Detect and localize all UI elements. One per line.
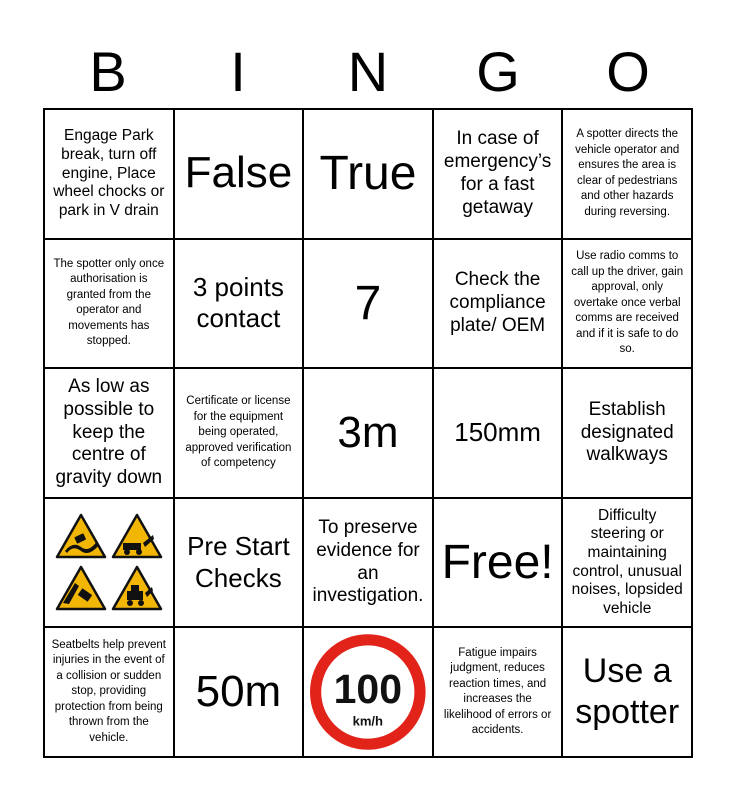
header-letter-g: G bbox=[476, 40, 520, 103]
bingo-cell[interactable]: A spotter directs the vehicle operator and ensures the area is clear of pedestrians and other hazards during reversing. bbox=[562, 109, 692, 239]
bingo-cell[interactable] bbox=[303, 627, 433, 757]
bingo-cell[interactable]: Free! bbox=[433, 498, 563, 628]
header-letter-o: O bbox=[606, 40, 650, 103]
bingo-cell[interactable]: As low as possible to keep the centre of gravity down bbox=[44, 368, 174, 498]
bingo-cell[interactable]: 150mm bbox=[433, 368, 563, 498]
bingo-cell[interactable]: Establish designated walkways bbox=[562, 368, 692, 498]
vehicle-rollover-hazard-signs-icon bbox=[53, 511, 165, 615]
bingo-cell[interactable]: False bbox=[174, 109, 304, 239]
bingo-cell[interactable]: Seatbelts help prevent injuries in the event of a collision or sudden stop, providing protection from being thrown from the vehicle. bbox=[44, 627, 174, 757]
bingo-cell[interactable]: True bbox=[303, 109, 433, 239]
bingo-cell[interactable]: Certificate or license for the equipment being operated, approved verification of competency bbox=[174, 368, 304, 498]
bingo-cell[interactable]: Fatigue impairs judgment, reduces reaction times, and increases the likelihood of errors or accidents. bbox=[433, 627, 563, 757]
bingo-cell[interactable]: 50m bbox=[174, 627, 304, 757]
bingo-cell[interactable]: 3m bbox=[303, 368, 433, 498]
header-letter-b: B bbox=[89, 40, 127, 103]
header-letter-i: I bbox=[230, 40, 246, 103]
bingo-cell[interactable]: The spotter only once authorisation is granted from the operator and movements has stopped. bbox=[44, 239, 174, 369]
bingo-cell[interactable]: 7 bbox=[303, 239, 433, 369]
bingo-cell[interactable]: Check the compliance plate/ OEM bbox=[433, 239, 563, 369]
bingo-cell[interactable]: Engage Park break, turn off engine, Place wheel chocks or park in V drain bbox=[44, 109, 174, 239]
speed-limit-100-sign-icon bbox=[310, 630, 426, 754]
bingo-cell[interactable] bbox=[44, 498, 174, 628]
bingo-cell[interactable]: Difficulty steering or maintaining control, unusual noises, lopsided vehicle bbox=[562, 498, 692, 628]
bingo-header bbox=[43, 40, 693, 104]
bingo-cell[interactable]: In case of emergency’s for a fast getaway bbox=[433, 109, 563, 239]
bingo-cell[interactable]: Use radio comms to call up the driver, gain approval, only overtake once verbal comms are received and if it is safe to do so. bbox=[562, 239, 692, 369]
bingo-card-grid bbox=[43, 108, 693, 758]
speed-limit-number: 100 bbox=[333, 666, 403, 713]
bingo-cell[interactable]: To preserve evidence for an investigation. bbox=[303, 498, 433, 628]
bingo-cell[interactable]: Use a spotter bbox=[562, 627, 692, 757]
bingo-cell[interactable]: 3 points contact bbox=[174, 239, 304, 369]
speed-limit-unit: km/h bbox=[352, 713, 384, 729]
bingo-cell[interactable]: Pre Start Checks bbox=[174, 498, 304, 628]
header-letter-n: N bbox=[347, 40, 389, 103]
